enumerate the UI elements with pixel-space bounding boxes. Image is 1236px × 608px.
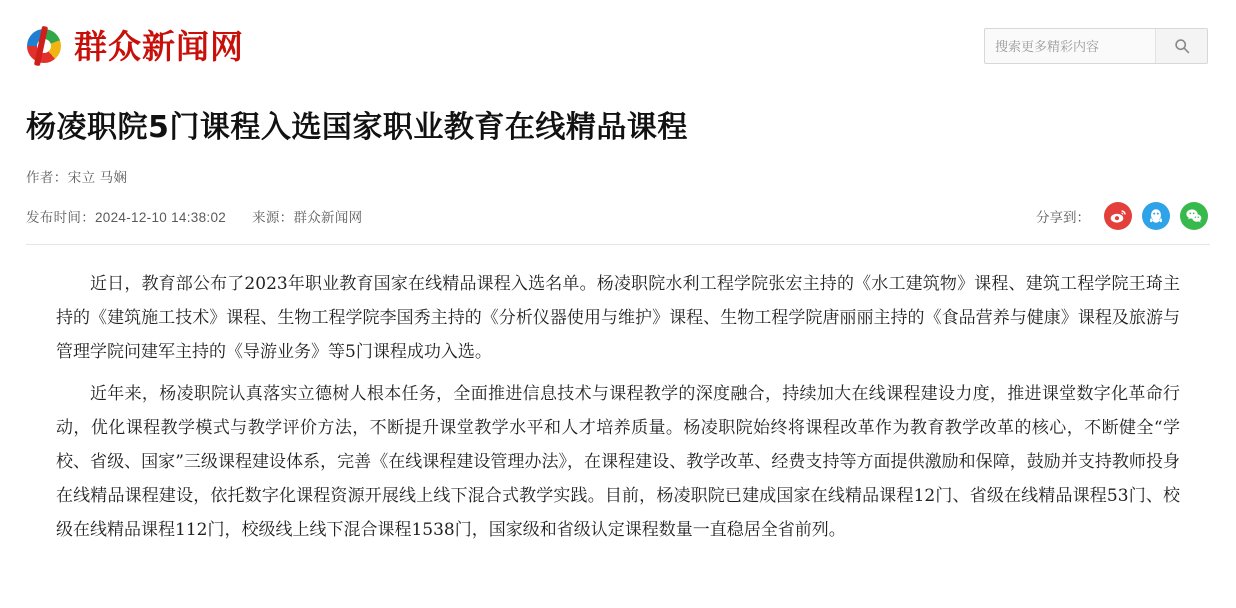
search-button[interactable] — [1155, 29, 1207, 63]
share-label: 分享到： — [1036, 210, 1090, 225]
site-brand-name: 群众新闻网 — [74, 26, 244, 66]
page-title: 杨凌职院5门课程入选国家职业教育在线精品课程 — [26, 110, 688, 145]
search-box[interactable] — [984, 28, 1208, 64]
article-paragraph: 近年来，杨凌职院认真落实立德树人根本任务，全面推进信息技术与课程教学的深度融合，持续加大在线课程建设力度，推进课堂数字化革命行动，优化课程教学模式与教学评价方法，不断提升课堂教学水平和人才培养质量。杨凌职院始终将课程改革作为教育教学改革的核心，不断健全“学校、省级、国家”三级课程建设体系，完善《在线课程建设管理办法》，在课程建设、教学改革、经费支持等方面提供激励和保障，鼓励并支持教师投身在线精品课程建设，依托数字化课程资源开展线上线下混合式教学实践。目前，杨凌职院已建成国家在线精品课程12门、省级在线精品课程53门、校级在线精品课程112门，校级线上线下混合课程1538门，国家级和省级认定课程数量一直稳居全省前列。 — [56, 384, 1180, 540]
colored-circle-logo-icon — [26, 26, 68, 66]
article-meta-row — [26, 202, 1208, 244]
wechat-icon — [1185, 207, 1203, 225]
article-author: 作者：宋立 马娴 — [26, 170, 128, 185]
share-weibo-button[interactable] — [1104, 202, 1132, 230]
article-header — [0, 92, 1236, 244]
weibo-icon — [1109, 207, 1127, 225]
search-icon — [1174, 38, 1190, 54]
qq-penguin-icon — [1147, 207, 1165, 225]
share-wechat-button[interactable] — [1180, 202, 1208, 230]
article-paragraph: 近日，教育部公布了2023年职业教育国家在线精品课程入选名单。杨凌职院水利工程学院张宏主持的《水工建筑物》课程、建筑工程学院王琦主持的《建筑施工技术》课程、生物工程学院李国秀主持的《分析仪器使用与维护》课程、生物工程学院唐丽丽主持的《食品营养与健康》课程及旅游与管理学院问建军主持的《导游业务》等5门课程成功入选。 — [56, 274, 1180, 362]
article-body — [0, 245, 1236, 547]
article-source: 来源：群众新闻网 — [252, 210, 363, 225]
article-meta — [26, 206, 362, 226]
share-qq-button[interactable] — [1142, 202, 1170, 230]
site-logo[interactable] — [26, 26, 244, 66]
search-input[interactable] — [985, 29, 1155, 63]
publish-time: 发布时间：2024-12-10 14:38:02 — [26, 210, 227, 225]
share-bar — [1036, 202, 1208, 230]
site-header — [0, 0, 1236, 92]
